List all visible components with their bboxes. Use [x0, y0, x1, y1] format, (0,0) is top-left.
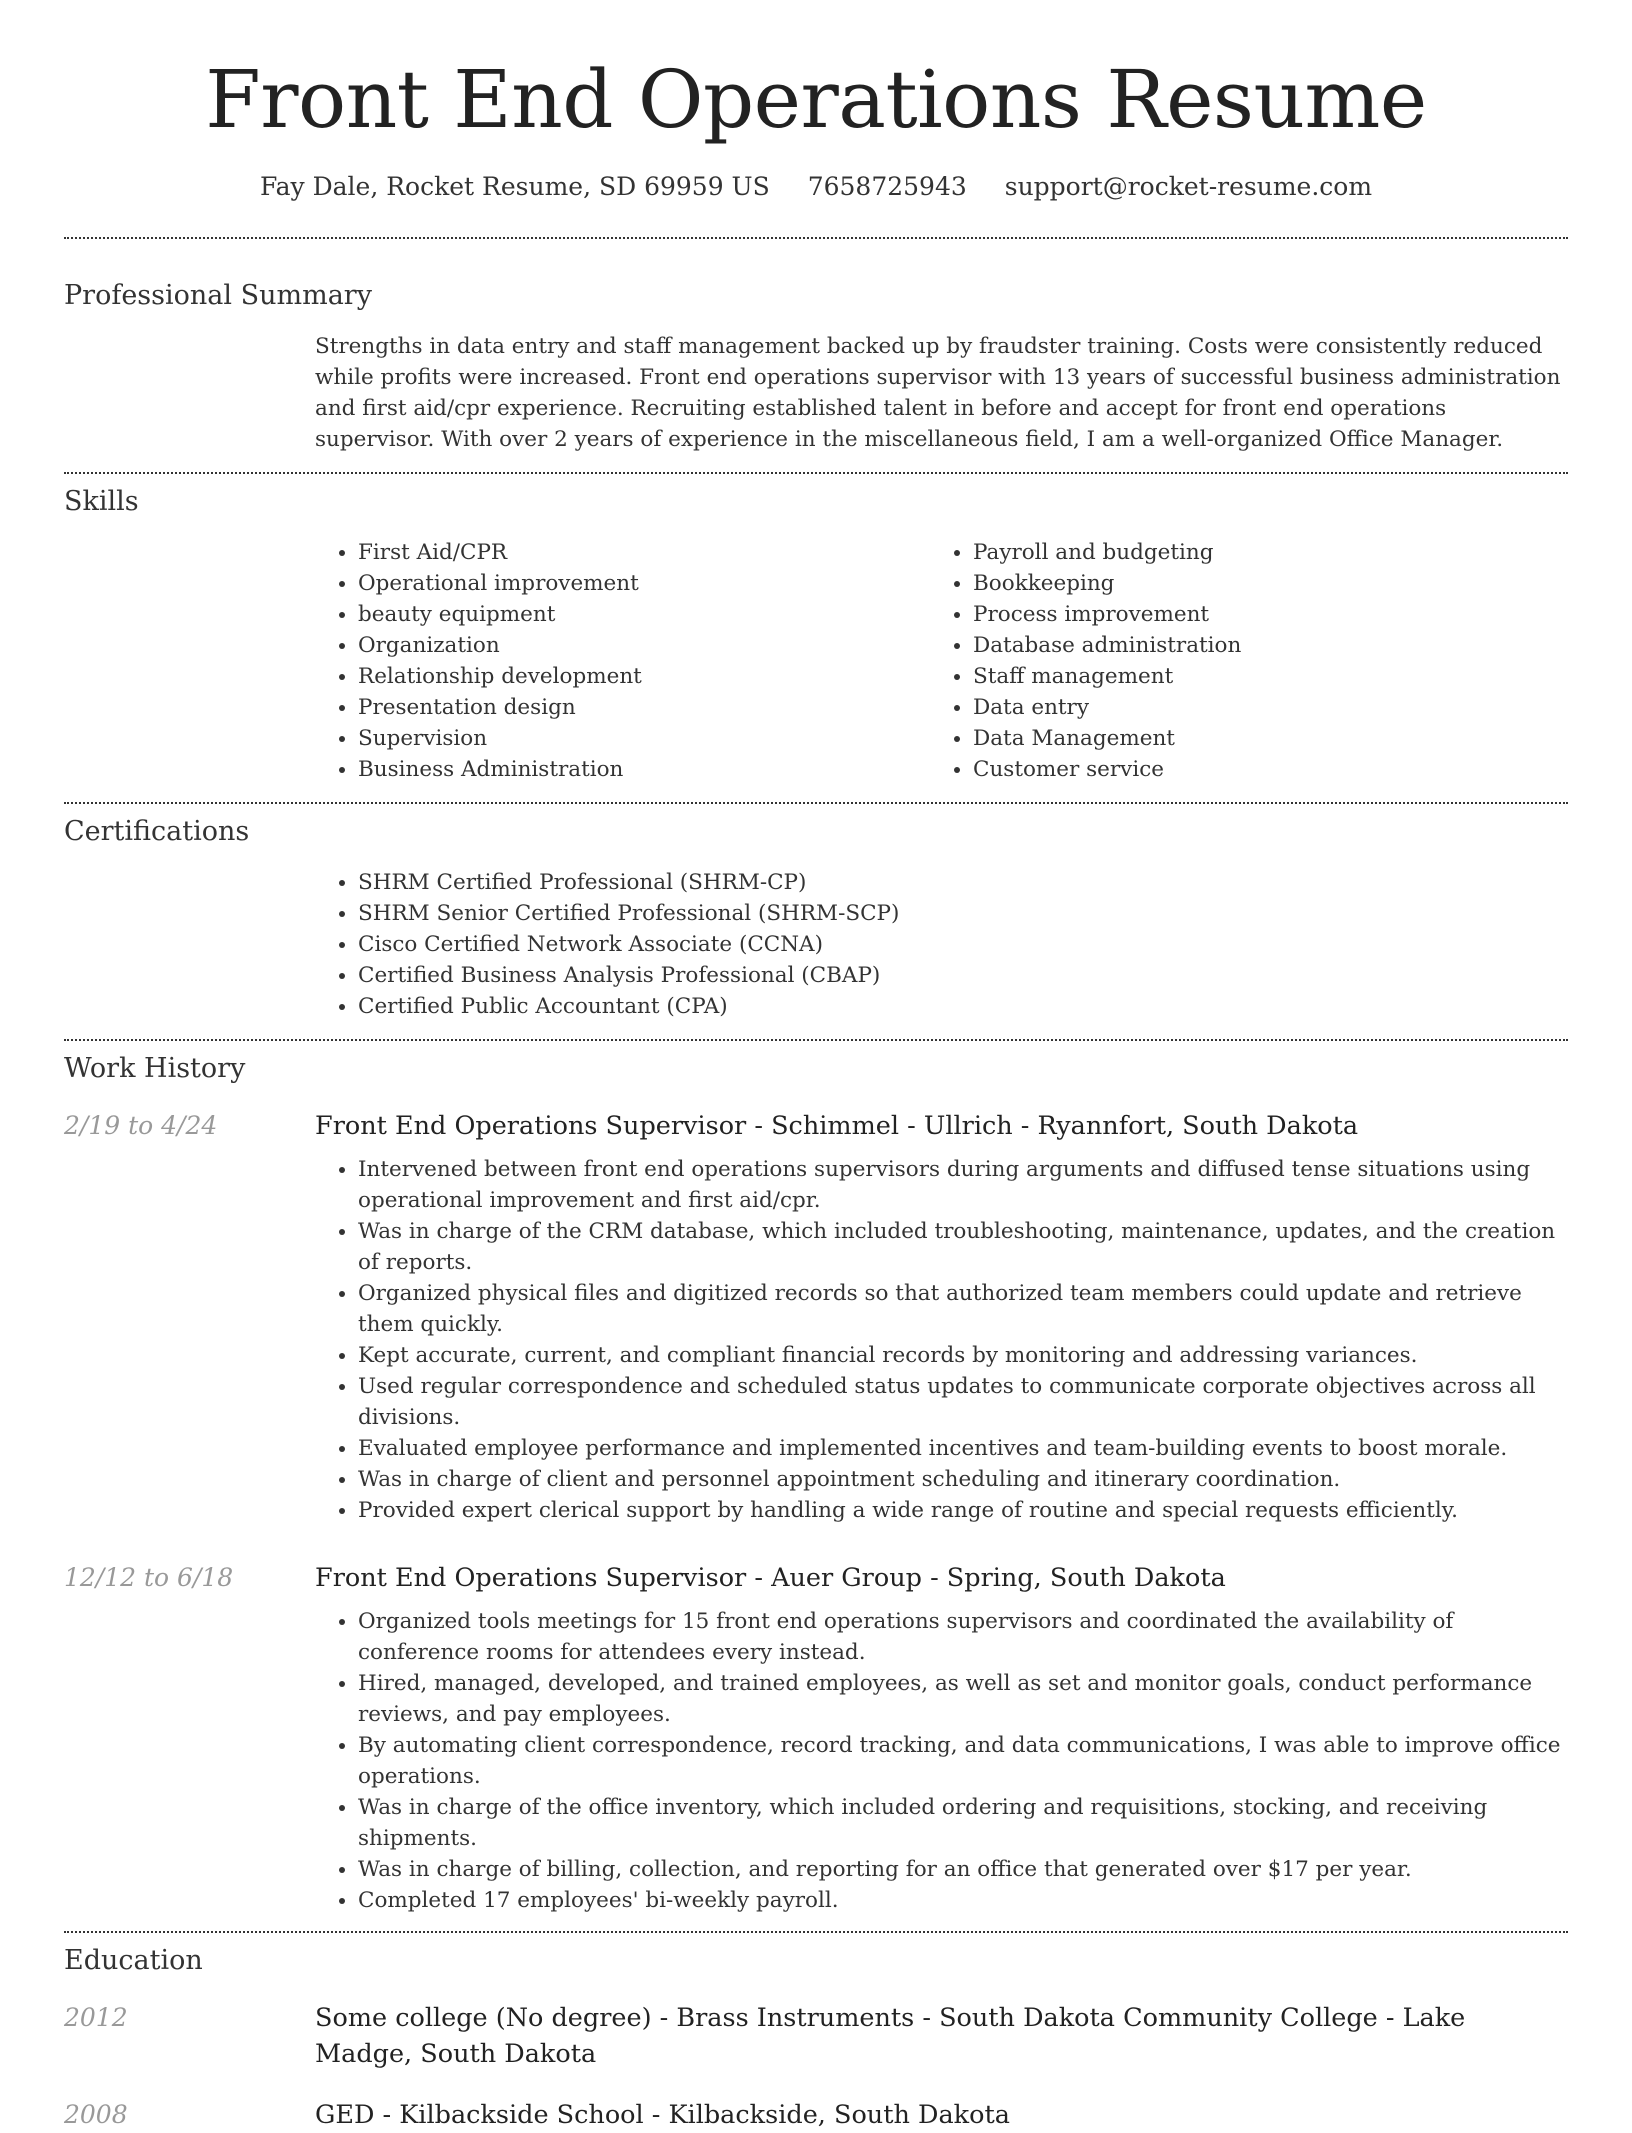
job-bullets — [315, 1606, 1568, 1916]
list-item: • Kept accurate, current, and compliant financial records by monitoring and addressing variances. — [358, 1340, 1568, 1371]
list-item: • beauty equipment — [358, 599, 930, 630]
list-item: • Relationship development — [358, 661, 930, 692]
section-heading-summary: Professional Summary — [64, 280, 372, 311]
job-bullets — [315, 1154, 1568, 1526]
job-date: 12/12 to 6/18 — [64, 1563, 234, 1592]
certifications-list-wrap — [315, 867, 1568, 1022]
list-item: • Payroll and budgeting — [973, 537, 1545, 568]
section-heading-education: Education — [64, 1945, 203, 1976]
work-history-section — [64, 1051, 1568, 1916]
list-item: • Organized physical files and digitized records so that authorized team members could update and retrieve them quickly. — [358, 1278, 1568, 1340]
job-title: Front End Operations Supervisor - Auer Group - Spring, South Dakota — [315, 1563, 1226, 1593]
divider — [64, 1931, 1568, 1933]
list-item: • SHRM Senior Certified Professional (SHRM-SCP) — [358, 898, 1568, 929]
list-item: • First Aid/CPR — [358, 537, 930, 568]
list-item: • Presentation design — [358, 692, 930, 723]
section-heading-work-history: Work History — [64, 1053, 246, 1084]
summary-section — [64, 278, 1568, 455]
skills-section — [64, 484, 1568, 785]
education-date: 2012 — [64, 2003, 128, 2032]
list-item: • Process improvement — [973, 599, 1545, 630]
list-item: • Provided expert clerical support by handling a wide range of routine and special requests efficiently. — [358, 1495, 1568, 1526]
list-item: • Was in charge of the office inventory, which included ordering and requisitions, stocking, and receiving shipments. — [358, 1792, 1568, 1854]
section-heading-certifications: Certifications — [64, 816, 250, 847]
certifications-section — [64, 814, 1568, 1022]
contact-email: support@rocket-resume.com — [1004, 172, 1373, 201]
job-title: Front End Operations Supervisor - Schimmel - Ullrich - Ryannfort, South Dakota — [315, 1111, 1359, 1141]
education-entry — [64, 2000, 1568, 2072]
contact-line — [64, 170, 1568, 204]
list-item: • Business Administration — [358, 754, 930, 785]
list-item: • Organized tools meetings for 15 front end operations supervisors and coordinated the availability of conference rooms for attendees every instead. — [358, 1606, 1568, 1668]
list-item: • Intervened between front end operations supervisors during arguments and diffused tense situations using operational improvement and first aid/cpr. — [358, 1154, 1568, 1216]
contact-address: Fay Dale, Rocket Resume, SD 69959 US — [259, 172, 770, 201]
list-item: • Used regular correspondence and scheduled status updates to communicate corporate objectives across all divisions. — [358, 1371, 1568, 1433]
summary-text: Strengths in data entry and staff management backed up by fraudster training. Costs were consistently reduced while profits were increased. Front end operations supervisor with 13 years of successful business administration and first aid/cpr experience. Recruiting established talent in before and accept for front end operations supervisor. With over 2 years of experience in the miscellaneous field, I am a well-organized Office Manager. — [315, 334, 1561, 452]
list-item: • Evaluated employee performance and implemented incentives and team-building events to boost morale. — [358, 1433, 1568, 1464]
list-item: • Organization — [358, 630, 930, 661]
job-date: 2/19 to 4/24 — [64, 1111, 218, 1140]
list-item: • Completed 17 employees' bi-weekly payroll. — [358, 1885, 1568, 1916]
list-item: • Was in charge of client and personnel appointment scheduling and itinerary coordination. — [358, 1464, 1568, 1495]
contact-phone: 7658725943 — [807, 172, 967, 201]
list-item: • Database administration — [973, 630, 1545, 661]
skills-column-left — [315, 537, 930, 785]
list-item: • Customer service — [973, 754, 1545, 785]
list-item: • Certified Public Accountant (CPA) — [358, 991, 1568, 1022]
section-heading-skills: Skills — [64, 486, 139, 517]
education-text: GED - Kilbackside School - Kilbackside, South Dakota — [315, 2100, 1010, 2130]
list-item: • SHRM Certified Professional (SHRM-CP) — [358, 867, 1568, 898]
list-item: • Staff management — [973, 661, 1545, 692]
list-item: • Operational improvement — [358, 568, 930, 599]
divider — [64, 237, 1568, 239]
list-item: • Data Management — [973, 723, 1545, 754]
education-entry — [64, 2097, 1568, 2133]
job-entry — [64, 1108, 1568, 1526]
list-item: • Supervision — [358, 723, 930, 754]
list-item: • Data entry — [973, 692, 1545, 723]
skills-column-right — [930, 537, 1545, 785]
list-item: • Bookkeeping — [973, 568, 1545, 599]
education-date: 2008 — [64, 2100, 128, 2129]
resume-title: Front End Operations Resume — [205, 53, 1427, 146]
education-text: Some college (No degree) - Brass Instruments - South Dakota Community College - Lake Madge, South Dakota — [315, 2003, 1466, 2069]
list-item: • Was in charge of the CRM database, which included troubleshooting, maintenance, updates, and the creation of reports. — [358, 1216, 1568, 1278]
list-item: • Certified Business Analysis Professional (CBAP) — [358, 960, 1568, 991]
skills-columns — [315, 537, 1568, 785]
list-item: • Was in charge of billing, collection, and reporting for an office that generated over $17 per year. — [358, 1854, 1568, 1885]
divider — [64, 802, 1568, 804]
list-item: • Hired, managed, developed, and trained employees, as well as set and monitor goals, conduct performance reviews, and pay employees. — [358, 1668, 1568, 1730]
divider — [64, 1039, 1568, 1041]
education-section — [64, 1943, 1568, 2133]
divider — [64, 472, 1568, 474]
list-item: • Cisco Certified Network Associate (CCNA) — [358, 929, 1568, 960]
job-entry — [64, 1560, 1568, 1916]
resume-page — [64, 0, 1568, 2133]
list-item: • By automating client correspondence, record tracking, and data communications, I was able to improve office operations. — [358, 1730, 1568, 1792]
